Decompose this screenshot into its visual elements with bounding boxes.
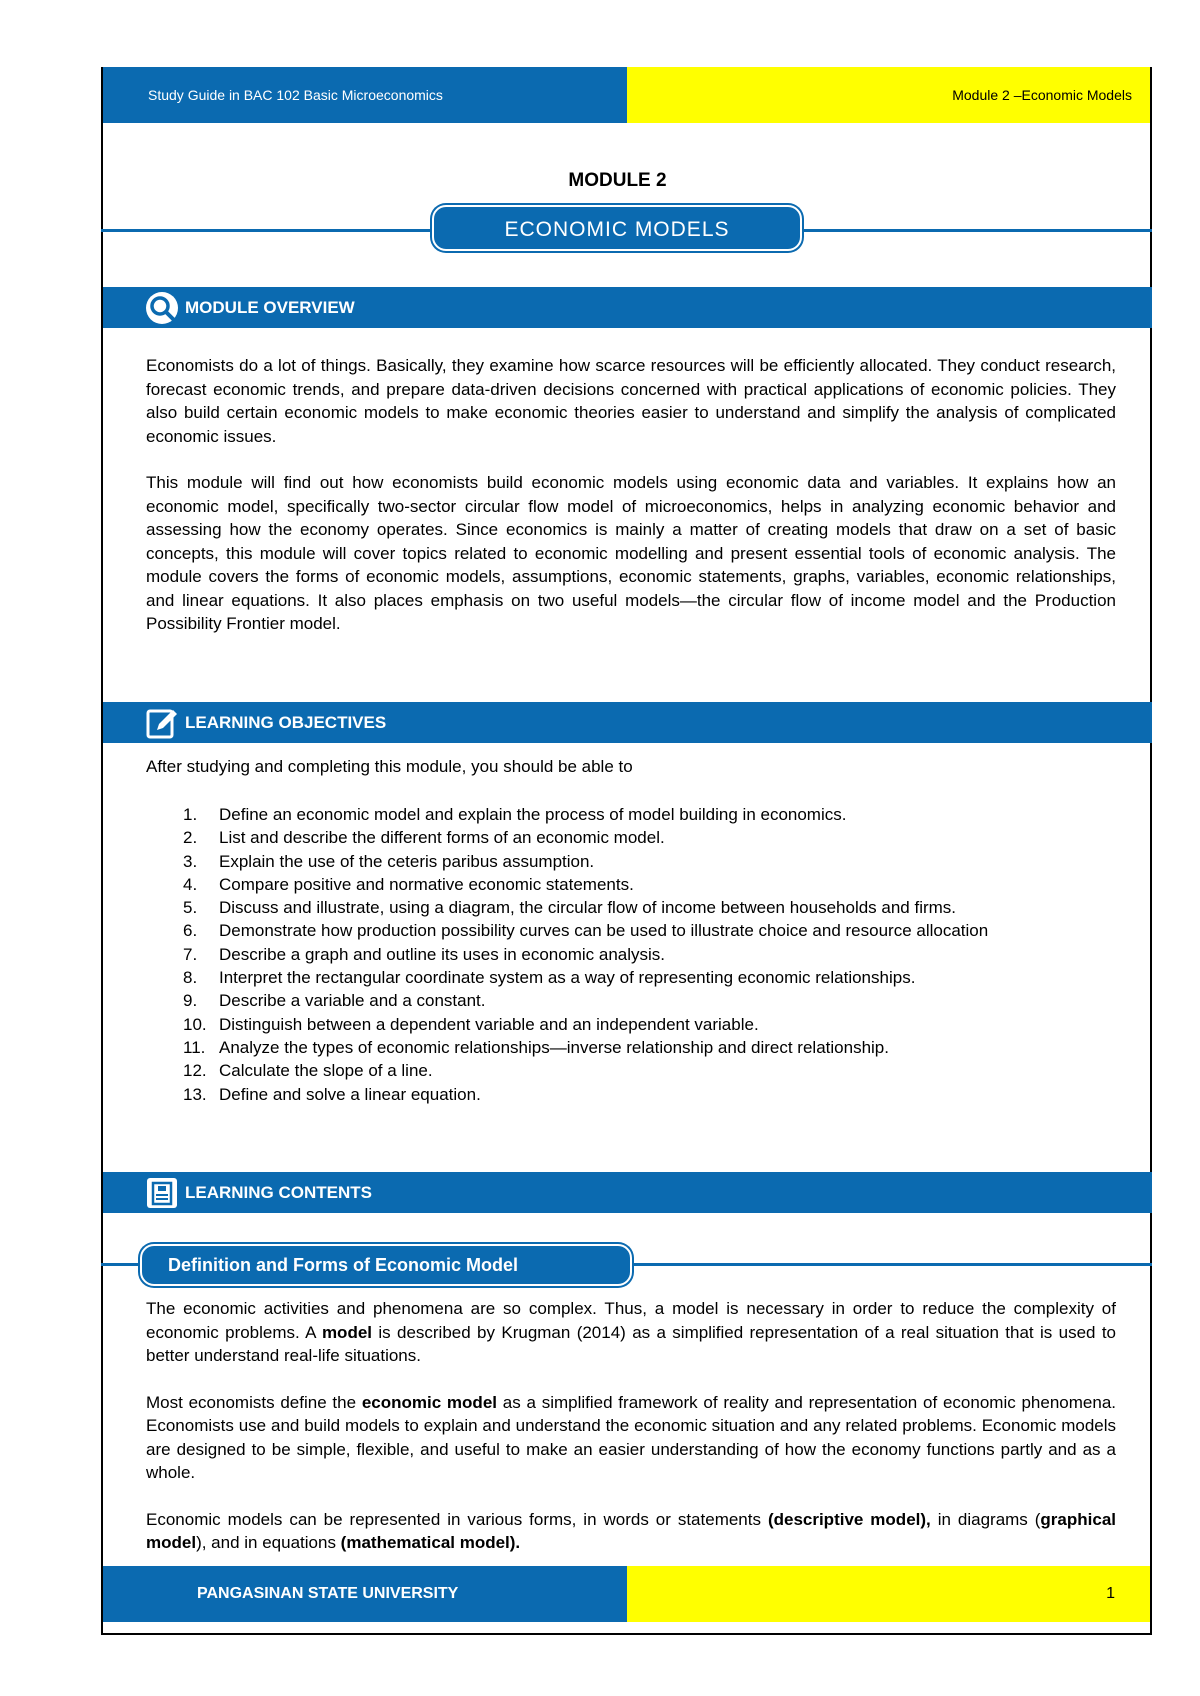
objective-text: Compare positive and normative economic statements. (219, 874, 634, 894)
contents-paragraph-1 (146, 1297, 1116, 1368)
document-icon (145, 1176, 179, 1210)
pencil-note-icon (145, 706, 179, 740)
objective-text: List and describe the different forms of an economic model. (219, 828, 665, 848)
term-economic-model: economic model (361, 1392, 497, 1412)
contents-paragraph-2 (146, 1391, 1116, 1485)
objective-item (146, 919, 1116, 942)
section-heading: LEARNING CONTENTS (185, 1182, 372, 1202)
objective-item (146, 1013, 1116, 1036)
module-label: MODULE 2 (568, 170, 667, 191)
text-run: in diagrams ( (930, 1509, 1041, 1529)
overview-paragraph-1: Economists do a lot of things. Basically, they examine how scarce resources will be efficiently allocated. They conduct research, forecast economic trends, and prepare data-driven decisions concerned with practical applications of economic policies. They also build certain economic models to make economic theories easier to understand and simplify the analysis of complicated economic issues. (146, 356, 1116, 446)
objective-number: 11. (183, 1037, 206, 1057)
objective-number: 13. (183, 1084, 207, 1104)
objectives-intro: After studying and completing this module, you should be able to (146, 757, 633, 776)
contents-text (146, 1297, 1116, 1555)
objective-item (146, 966, 1116, 989)
text-run: ), and in equations (196, 1533, 341, 1552)
objective-number: 4. (183, 874, 198, 894)
objective-number: 7. (183, 944, 198, 964)
objective-item (146, 873, 1116, 896)
term-descriptive-model: (descriptive model), (767, 1509, 931, 1529)
section-learning-contents (103, 1172, 1152, 1213)
page-number: 1 (1106, 1585, 1115, 1602)
text-run: The economic activities and phenomena are so complex. Thus, a model is necessary in order to reduce the complexity of economic problems. A (146, 1299, 1116, 1342)
objective-text: Demonstrate how production possibility curves can be used to illustrate choice and resource allocation (219, 921, 989, 941)
objective-number: 2. (183, 828, 198, 848)
objective-number: 3. (183, 851, 198, 871)
footer-right-band (627, 1566, 1150, 1622)
objective-number: 12. (183, 1061, 207, 1081)
objective-text: Distinguish between a dependent variable and an independent variable. (219, 1014, 759, 1034)
term-graphical-model: graphical model (146, 1509, 1117, 1552)
objective-text: Calculate the slope of a line. (219, 1061, 433, 1081)
objective-item (146, 1059, 1116, 1082)
section-module-overview (103, 287, 1152, 328)
term-model: model (321, 1322, 372, 1342)
objective-item (146, 1036, 1116, 1059)
objective-item (146, 850, 1116, 873)
objective-text: Define and solve a linear equation. (219, 1084, 481, 1104)
text-run: is described by Krugman (2014) as a simplified representation of a real situation that is used to better understand real-life situations. (146, 1322, 1117, 1365)
objective-text: Explain the use of the ceteris paribus assumption. (219, 851, 595, 871)
objective-text: Discuss and illustrate, using a diagram, the circular flow of income between households and firms. (219, 898, 957, 918)
text-run: Most economists define the (146, 1392, 362, 1412)
objective-item (146, 989, 1116, 1012)
contents-paragraph-3 (146, 1508, 1116, 1555)
objective-text: Describe a variable and a constant. (219, 991, 486, 1011)
objective-number: 5. (183, 898, 198, 918)
objective-text: Define an economic model and explain the process of model building in economics. (219, 805, 847, 824)
objective-item (146, 826, 1116, 849)
section-learning-objectives (103, 702, 1152, 743)
section-heading: LEARNING OBJECTIVES (185, 712, 387, 732)
text-run: Economic models can be represented in various forms, in words or statements (146, 1509, 768, 1529)
objective-item (146, 943, 1116, 966)
objective-number: 10. (183, 1014, 207, 1034)
objective-text: Describe a graph and outline its uses in economic analysis. (219, 944, 666, 964)
objective-item (146, 803, 1116, 826)
overview-paragraph-2: This module will find out how economists build economic models using economic data and variables. It explains how an economic model, specifically two-sector circular flow model of microeconomics, helps in analyzing economic behavior and assessing how the economy operates. Since economics is mainly a matter of creating models that draw on a set of basic concepts, this module will cover topics related to economic modelling and present essential tools of economic analysis. The module covers the forms of economic models, assumptions, economic statements, graphs, variables, economic relationships, and linear equations. It also places emphasis on two useful models—the circular flow of income model and the Production Possibility Frontier model. (146, 473, 1116, 633)
objective-text: Analyze the types of economic relationships—inverse relationship and direct relationship. (219, 1037, 889, 1057)
module-title: ECONOMIC MODELS (432, 205, 802, 251)
objective-item (146, 1083, 1116, 1106)
objective-text: Interpret the rectangular coordinate system as a way of representing economic relationships. (219, 968, 916, 988)
overview-text (146, 354, 1116, 636)
subsection-title: Definition and Forms of Economic Model (140, 1244, 632, 1286)
objective-number: 9. (183, 991, 198, 1011)
objectives-list (146, 803, 1116, 1106)
objective-item (146, 896, 1116, 919)
text-run: as a simplified framework of reality and representation of economic phenomena. Economists use and build models to explain and understand the economic situation and any related problems. Economic models are designed to be simple, flexible, and useful to make an easier understanding of how the economy functions partly and as a whole. (146, 1392, 1117, 1482)
footer-university: PANGASINAN STATE UNIVERSITY (197, 1585, 459, 1602)
section-heading: MODULE OVERVIEW (185, 297, 355, 317)
header-module-title: Module 2 –Economic Models (952, 87, 1132, 103)
header-course-title: Study Guide in BAC 102 Basic Microeconomics (148, 87, 443, 103)
objective-number: 1. (183, 805, 198, 824)
objective-number: 8. (183, 968, 198, 988)
magnifier-icon (145, 291, 179, 325)
objective-number: 6. (183, 921, 198, 941)
term-mathematical-model: (mathematical model). (340, 1533, 521, 1552)
